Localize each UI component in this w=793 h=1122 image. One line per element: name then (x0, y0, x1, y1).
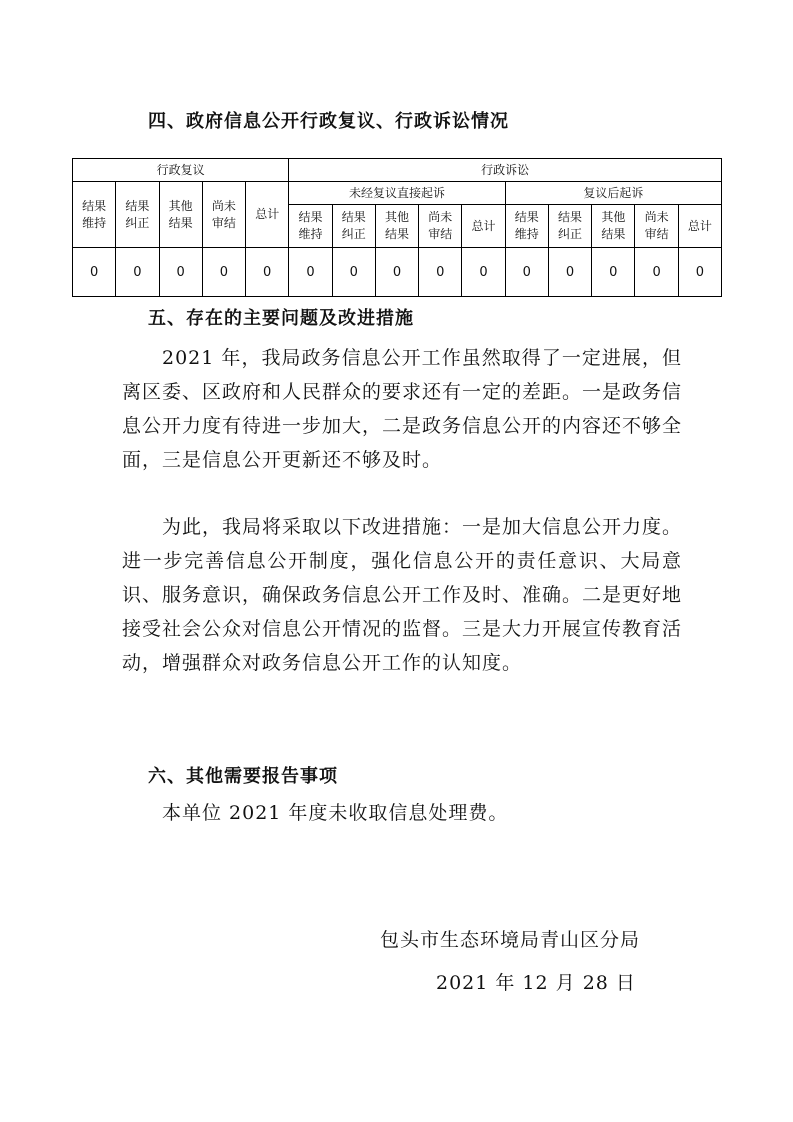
signature-date: 2021 年 12 月 28 日 (436, 972, 636, 994)
col-total: 总计 (246, 182, 289, 248)
header-direct-suit: 未经复议直接起诉 (289, 182, 505, 205)
col-pending: 尚未 审结 (202, 182, 245, 248)
col-correct: 结果 纠正 (116, 182, 159, 248)
value-cell: 0 (73, 248, 116, 297)
section4-heading: 四、政府信息公开行政复议、行政诉讼情况 (148, 111, 509, 132)
signature-org: 包头市生态环境局青山区分局 (380, 929, 641, 951)
value-cell: 0 (159, 248, 202, 297)
col-total: 总计 (462, 205, 505, 248)
header-after-review-suit: 复议后起诉 (505, 182, 721, 205)
col-pending: 尚未 审结 (635, 205, 678, 248)
col-correct: 结果 纠正 (332, 205, 375, 248)
value-cell: 0 (116, 248, 159, 297)
table-row (73, 248, 722, 297)
header-admin-litigation: 行政诉讼 (289, 159, 722, 182)
value-cell: 0 (505, 248, 548, 297)
col-maintain: 结果 维持 (289, 205, 332, 248)
col-other: 其他 结果 (592, 205, 635, 248)
col-other: 其他 结果 (159, 182, 202, 248)
value-cell: 0 (548, 248, 591, 297)
section5-heading: 五、存在的主要问题及改进措施 (148, 308, 414, 329)
table-row (73, 159, 722, 182)
value-cell: 0 (678, 248, 721, 297)
value-cell: 0 (332, 248, 375, 297)
value-cell: 0 (592, 248, 635, 297)
value-cell: 0 (202, 248, 245, 297)
col-total: 总计 (678, 205, 721, 248)
value-cell: 0 (419, 248, 462, 297)
section6-paragraph: 本单位 2021 年度未收取信息处理费。 (162, 802, 509, 824)
value-cell: 0 (462, 248, 505, 297)
col-correct: 结果 纠正 (548, 205, 591, 248)
value-cell: 0 (375, 248, 418, 297)
value-cell: 0 (246, 248, 289, 297)
header-admin-review: 行政复议 (73, 159, 289, 182)
litigation-table (72, 158, 722, 297)
value-cell: 0 (635, 248, 678, 297)
value-cell: 0 (289, 248, 332, 297)
section6-heading: 六、其他需要报告事项 (148, 766, 338, 787)
col-maintain: 结果 维持 (73, 182, 116, 248)
section5-paragraph-1: 2021 年，我局政务信息公开工作虽然取得了一定进展，但离区委、区政府和人民群众的要求还有一定的差距。一是政务信息公开力度有待进一步加大，二是政务信息公开的内容还不够全面，三是信息公开更新还不够及时。 (122, 347, 683, 471)
table-row (73, 182, 722, 205)
section5-paragraph-2: 为此，我局将采取以下改进措施：一是加大信息公开力度。进一步完善信息公开制度，强化信息公开的责任意识、大局意识、服务意识，确保政务信息公开工作及时、准确。二是更好地接受社会公众对信息公开情况的监督。三是大力开展宣传教育活动，增强群众对政务信息公开工作的认知度。 (122, 516, 683, 674)
col-other: 其他 结果 (375, 205, 418, 248)
col-maintain: 结果 维持 (505, 205, 548, 248)
col-pending: 尚未 审结 (419, 205, 462, 248)
